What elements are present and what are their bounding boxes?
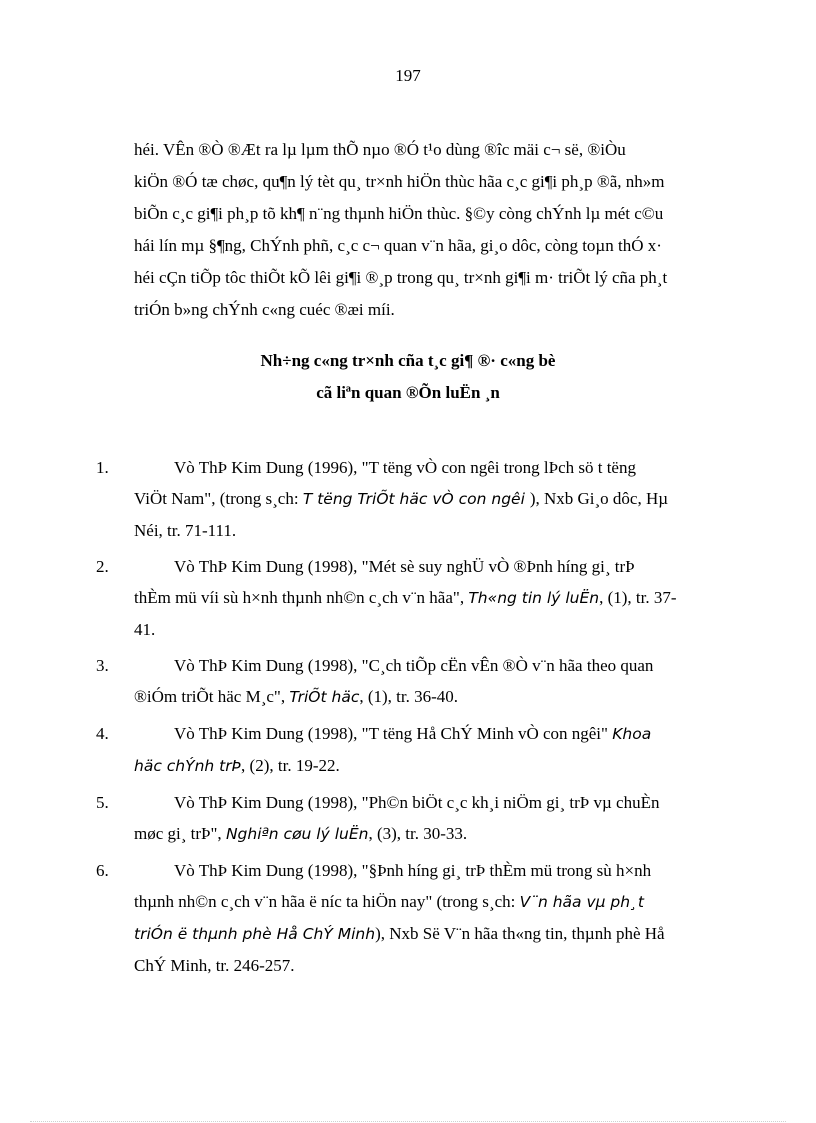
reference-text: Vò ThÞ Kim Dung (1996), "T tëng vÒ con ngêi trong lÞch sö t tëng bbox=[174, 458, 636, 477]
reference-text: , (3), tr. 30-33. bbox=[368, 824, 468, 843]
reference-title: TriÕt häc bbox=[289, 688, 360, 706]
reference-line bbox=[134, 483, 740, 515]
reference-text: thÈm mü víi sù h×nh thµnh nh©n c¸ch v¨n hãa", bbox=[134, 588, 469, 607]
page-bottom-divider bbox=[30, 1121, 786, 1122]
reference-line bbox=[134, 950, 740, 981]
reference-line bbox=[134, 855, 740, 886]
intro-line: héi cÇn tiÕp tôc thiÕt kÕ lêi gi¶i ®¸p trong qu¸ tr×nh gi¶i m· triÕt lý cña ph¸t bbox=[134, 268, 668, 287]
reference-line bbox=[134, 650, 740, 681]
reference-text: ChÝ Minh, tr. 246-257. bbox=[134, 956, 295, 975]
reference-text: ), Nxb Gi¸o dôc, Hµ bbox=[529, 489, 669, 508]
reference-title: Nghiªn cøu lý luËn bbox=[225, 825, 369, 843]
reference-line bbox=[134, 718, 740, 750]
reference-number: 2. bbox=[96, 557, 109, 576]
reference-item bbox=[96, 650, 740, 713]
section-heading bbox=[0, 345, 816, 409]
section-heading-line: cã liªn quan ®Õn luËn ¸n bbox=[316, 383, 500, 402]
reference-number: 6. bbox=[96, 861, 109, 880]
reference-line bbox=[134, 886, 740, 918]
reference-title: T tëng TriÕt häc vÒ con ngêi bbox=[302, 490, 530, 508]
reference-line bbox=[134, 515, 740, 546]
reference-list bbox=[96, 452, 740, 986]
reference-line bbox=[134, 452, 740, 483]
intro-paragraph bbox=[134, 134, 740, 326]
reference-line bbox=[134, 551, 740, 582]
intro-line: hái lín mµ §¶ng, ChÝnh phñ, c¸c c¬ quan v¨n hãa, gi¸o dôc, còng toµn thÓ x· bbox=[134, 236, 662, 255]
reference-text: Vò ThÞ Kim Dung (1998), "§Þnh híng gi¸ trÞ thÈm mü trong sù h×nh bbox=[174, 861, 652, 880]
reference-line bbox=[134, 614, 740, 645]
reference-line bbox=[134, 681, 740, 713]
page-number: 197 bbox=[395, 66, 421, 85]
intro-line: triÓn b»ng chÝnh c«ng cuéc ®æi míi. bbox=[134, 300, 395, 319]
reference-item bbox=[96, 551, 740, 645]
reference-text: Vò ThÞ Kim Dung (1998), "Ph©n biÖt c¸c kh¸i niÖm gi¸ trÞ vµ chuÈn bbox=[174, 793, 660, 812]
reference-number: 5. bbox=[96, 793, 109, 812]
reference-title: triÓn ë thµnh phè Hå ChÝ Minh bbox=[134, 925, 376, 943]
reference-text: ViÖt Nam", (trong s¸ch: bbox=[134, 489, 303, 508]
reference-text: Vò ThÞ Kim Dung (1998), "C¸ch tiÕp cËn vÊn ®Ò v¨n hãa theo quan bbox=[174, 656, 654, 675]
reference-text: ), Nxb Së V¨n hãa th«ng tin, thµnh phè Hå bbox=[375, 924, 665, 943]
reference-text: Vò ThÞ Kim Dung (1998), "T tëng Hå ChÝ Minh vÒ con ngêi" bbox=[174, 724, 613, 743]
reference-text: 41. bbox=[134, 620, 156, 639]
reference-number: 3. bbox=[96, 656, 109, 675]
reference-number: 1. bbox=[96, 458, 109, 477]
reference-text: Néi, tr. 71-111. bbox=[134, 521, 237, 540]
reference-text: ®iÓm triÕt häc M¸c", bbox=[134, 687, 290, 706]
intro-line: kiÖn ®Ó tæ chøc, qu¶n lý tèt qu¸ tr×nh hiÖn thùc hãa c¸c gi¶i ph¸p ®ã, nh»m bbox=[134, 172, 665, 191]
intro-line: biÕn c¸c gi¶i ph¸p tõ kh¶ n¨ng thµnh hiÖn thùc. §©y còng chÝnh lµ mét c©u bbox=[134, 204, 664, 223]
reference-item bbox=[96, 855, 740, 981]
section-heading-line: Nh÷ng c«ng tr×nh cña t¸c gi¶ ®· c«ng bè bbox=[260, 351, 556, 370]
reference-title: häc chÝnh trÞ bbox=[134, 757, 242, 775]
reference-title: V¨n hãa vµ ph¸t bbox=[519, 893, 644, 911]
reference-text: , (2), tr. 19-22. bbox=[241, 756, 340, 775]
reference-item bbox=[96, 787, 740, 850]
reference-text: , (1), tr. 36-40. bbox=[359, 687, 459, 706]
reference-text: thµnh nh©n c¸ch v¨n hãa ë níc ta hiÖn nay" (trong s¸ch: bbox=[134, 892, 520, 911]
reference-line bbox=[134, 582, 740, 614]
reference-line bbox=[134, 918, 740, 950]
reference-item bbox=[96, 718, 740, 782]
reference-line bbox=[134, 787, 740, 818]
reference-text: møc gi¸ trÞ", bbox=[134, 824, 226, 843]
reference-text: Vò ThÞ Kim Dung (1998), "Mét sè suy nghÜ vÒ ®Þnh híng gi¸ trÞ bbox=[174, 557, 635, 576]
intro-line: héi. VÊn ®Ò ®Æt ra lµ lµm thÕ nµo ®Ó t¹o dùng ®îc mäi c¬ së, ®iÒu bbox=[134, 140, 626, 159]
reference-line bbox=[134, 750, 740, 782]
reference-title: Khoa bbox=[612, 725, 652, 743]
reference-title: Th«ng tin lý luËn bbox=[468, 589, 600, 607]
reference-text: , (1), tr. 37- bbox=[599, 588, 677, 607]
reference-line bbox=[134, 818, 740, 850]
reference-item bbox=[96, 452, 740, 546]
reference-number: 4. bbox=[96, 724, 109, 743]
